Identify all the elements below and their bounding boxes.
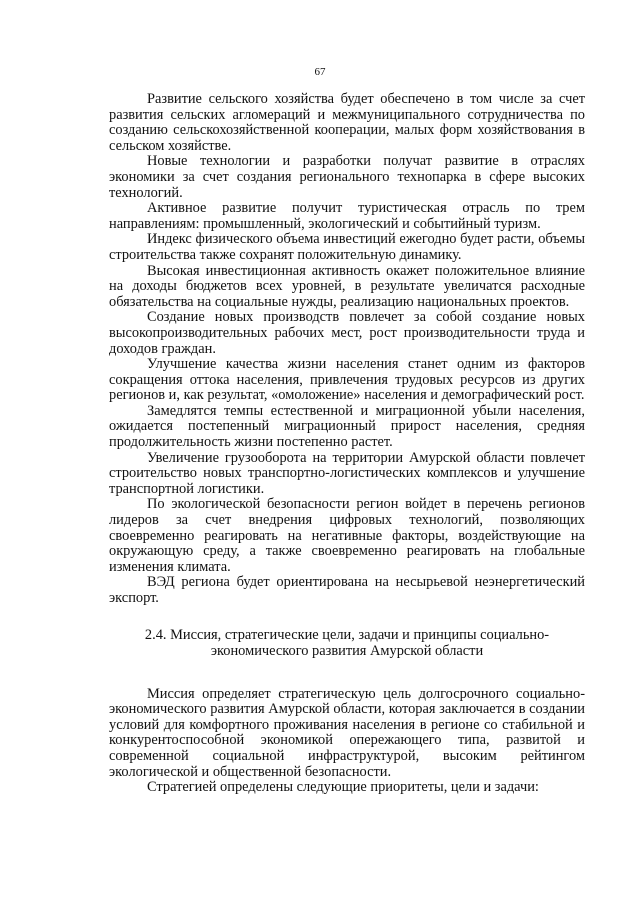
- section-heading-line: 2.4. Миссия, стратегические цели, задачи и принципы социально-: [144, 626, 550, 643]
- paragraph: По экологической безопасности регион войдет в перечень регионов лидеров за счет внедрения цифровых технологий, позволяющих своевременно реагировать на негативные факторы, воздействующие на окружающую среду, а также своевременно реагировать на глобальные изменения климата.: [109, 496, 585, 575]
- paragraph: Новые технологии и разработки получат развитие в отраслях экономики за счет создания регионального технопарка в сфере высоких технологий.: [109, 153, 585, 201]
- paragraph: Стратегией определены следующие приоритеты, цели и задачи:: [147, 779, 539, 796]
- paragraph: Увеличение грузооборота на территории Амурской области повлечет строительство новых транспортно-логистических комплексов и улучшение транспортной логистики.: [109, 449, 585, 497]
- paragraph: Развитие сельского хозяйства будет обеспечено в том числе за счет развития сельских агломераций и межмуниципального сотрудничества по созданию сельскохозяйственной кооперации, малых форм хозяйствования в сельском хозяйстве.: [109, 91, 585, 154]
- document-body: [109, 92, 585, 796]
- paragraph: Создание новых производств повлечет за собой создание новых высокопроизводительных рабочих мест, рост производительности труда и доходов граждан.: [109, 309, 585, 357]
- section-heading: [109, 627, 585, 659]
- paragraph: Индекс физического объема инвестиций ежегодно будет расти, объемы строительства также сохранят положительную динамику.: [109, 231, 585, 263]
- paragraph: Активное развитие получит туристическая отрасль по трем направлениям: промышленный, экологический и событийный туризм.: [109, 200, 585, 232]
- paragraph: Улучшение качества жизни населения станет одним из факторов сокращения оттока населения, привлечения трудовых ресурсов из других регионов и, как результат, «омоложение» населения и демографический рост.: [109, 356, 585, 404]
- paragraph: Миссия определяет стратегическую цель долгосрочного социально-экономического развития Амурской области, которая заключается в создании условий для комфортного проживания населения в регионе со стабильной и конкурентоспособной экономикой опережающего типа, развитой и современной социальной инфраструктурой, высоким рейтингом экологической и общественной безопасности.: [109, 685, 585, 780]
- paragraph: ВЭД региона будет ориентирована на несырьевой неэнергетический экспорт.: [109, 574, 585, 606]
- section-body: [109, 687, 585, 796]
- paragraph: Высокая инвестиционная активность окажет положительное влияние на доходы бюджетов всех уровней, в результате увеличатся расходные обязательства на социальные нужды, реализацию национальных проектов.: [109, 262, 585, 310]
- section-heading-line: экономического развития Амурской области: [210, 642, 484, 659]
- page-number: 67: [314, 66, 326, 78]
- paragraph: Замедлятся темпы естественной и миграционной убыли населения, ожидается постепенный миграционный прирост населения, средняя продолжительность жизни постепенно растет.: [109, 402, 585, 451]
